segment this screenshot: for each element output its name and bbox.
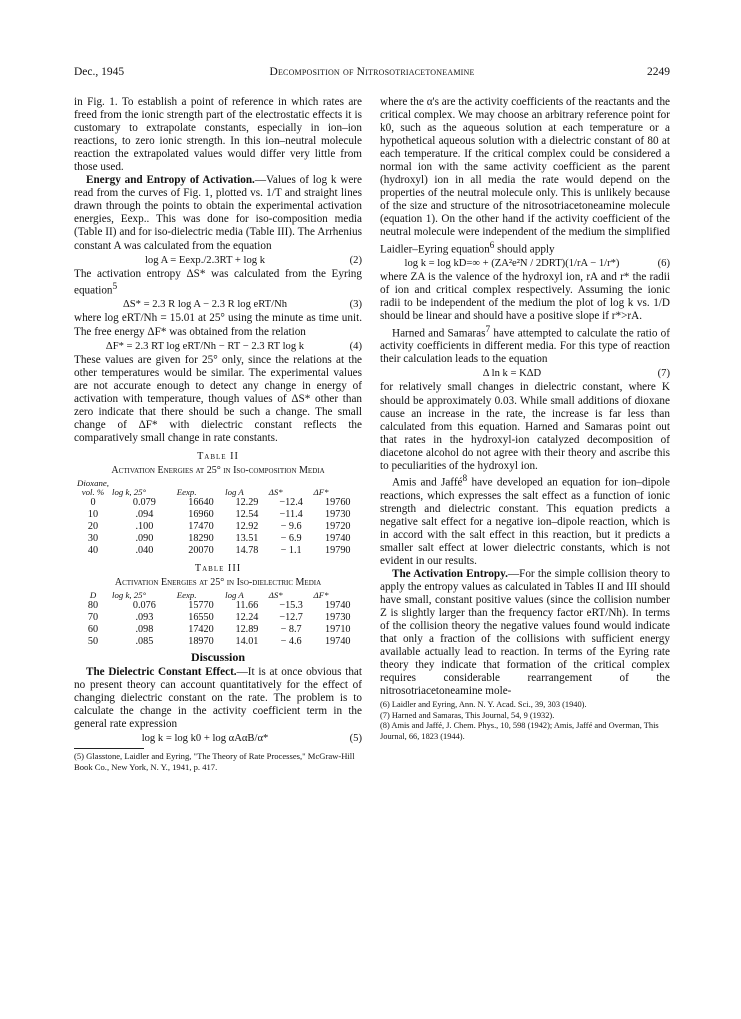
equation-3-number: (3) [349,299,362,311]
table-3-header-cell: log k, 25° [112,590,147,601]
table-row [74,600,362,612]
table-row [74,545,362,557]
table-cell: 70 [87,612,99,624]
table-cell: 19740 [325,533,351,545]
table-cell: 18290 [188,533,214,545]
runin-heading-dielectric: The Dielectric Constant Effect. [86,666,237,679]
table-3-header-cell: ΔS* [268,590,283,601]
equation-7 [380,367,670,380]
left-paragraph-1: in Fig. 1. To establish a point of reference in which rates are freed from the ionic strength part of the electrostatic effects it is customary to extrapolate constants, especially in ion–ion reactions, to zero ionic strength. In this ion–neutral molecule reaction the extrapolated values would differ very little from those used. [74,96,362,174]
table-cell: .090 [135,533,154,545]
table-cell: 19760 [325,497,351,509]
table-cell: 0 [90,497,96,509]
table-cell: 0.076 [132,600,156,612]
equation-5 [74,732,362,745]
equation-2-expression: log A = Eexp./2.3RT + log k [144,254,265,266]
right-paragraph-entropy [380,568,670,698]
right-paragraph-3-rest: have attempted to calculate the ratio of activity coefficients in different media. For this type of reaction their calculation leads to the equation [380,327,670,366]
header-page-number: 2249 [647,66,670,78]
table-row [74,624,362,636]
table-cell: − 6.9 [280,533,302,545]
table-3-header-cell: log A [225,590,244,601]
table-cell: 19730 [325,509,351,521]
table-row [74,612,362,624]
running-header [74,66,670,82]
equation-2 [74,254,362,267]
equation-4 [74,340,362,353]
table-2-header-cell: log A [225,487,244,498]
left-paragraph-5: These values are given for 25° only, since the relations at the other temperatures would be similar. The experimental values are not accurate enough to detect any change in energy of activation with temperature, though values of ΔS* other than zero indicate that there should be such a change. The small change of ΔF* with dielectric constant reflects the comparatively small change in rate constants. [74,353,362,444]
table-cell: 12.54 [235,509,259,521]
table-3-title: Table III [194,563,242,575]
table-cell: −15.3 [279,600,303,612]
table-cell: −12.7 [279,612,303,624]
table-row [74,636,362,648]
table-3-header-cell: D [89,590,97,601]
left-paragraph-3-text: The activation entropy ΔS* was calculated from the Eyring equation [74,267,362,297]
table-2-caption: Activation Energies at 25° in Iso-composition Media [111,465,325,476]
table-cell: .093 [135,612,154,624]
left-paragraph-3 [74,268,362,298]
right-paragraph-3 [380,324,670,367]
right-paragraph-5-text: Amis and Jaffé [392,476,463,489]
table-cell: 15770 [188,600,214,612]
equation-2-number: (2) [349,254,362,266]
table-3-header-cell: Eexp. [176,590,197,601]
table-row [74,497,362,509]
table-cell: 10 [87,509,99,521]
section-heading-discussion: Discussion [190,650,246,665]
table-cell: 11.66 [235,600,259,612]
header-date: Dec., 1945 [74,66,125,78]
reference-6-marker: 6 [489,240,495,251]
table-cell: 13.51 [235,533,259,545]
table-cell: − 1.1 [280,545,302,557]
table-cell: 20 [87,521,99,533]
table-cell: 50 [87,636,99,648]
reference-8-marker: 8 [462,473,468,484]
table-cell: 40 [87,545,99,557]
footnote-8: (8) Amis and Jaffé, J. Chem. Phys., 10, 598 (1942); Amis, Jaffé and Overman, This Journal, 66, 1823 (1944). [380,721,659,741]
equation-7-number: (7) [657,368,670,380]
table-2-header-cell: Eexp. [176,487,197,498]
table-2-title: Table II [197,450,239,462]
right-paragraph-4: for relatively small changes in dielectric constant, where K should be approximately 0.03. While small additions of dioxane cause an increase in the rate, the increase is far less than calculated from this equation. Harned and Samaras point out that rates in the hydroxyl-ion catalyzed decomposition of diacetone alcohol do not agree with their theory and ascribe this to peculiarities of the hydroxyl ion. [380,381,670,472]
header-title: Decomposition of Nitrosotriacetoneamine [269,66,475,78]
table-cell: 80 [87,600,99,612]
equation-5-number: (5) [349,733,362,745]
table-cell: 14.78 [235,545,259,557]
right-column [380,96,670,742]
table-cell: 14.01 [235,636,259,648]
left-paragraph-2-text: —Values of log k were read from the curves of Fig. 1, plotted vs. 1/T and straight lines drawn through the points to obtain the experimental activation energies, Eexp.. This was done for iso-composition media (Table II) and for iso-dielectric media (Table III). The Arrhenius constant A was calculated from the equation [74,174,362,252]
table-cell: .094 [135,509,154,521]
table-cell: − 4.6 [280,636,302,648]
table-cell: 18970 [188,636,214,648]
table-row [74,509,362,521]
table-cell: 12.92 [235,521,259,533]
table-3-header-row [74,591,362,600]
left-column [74,96,362,772]
equation-7-expression: Δ ln k = KΔD [482,368,542,380]
left-paragraph-6-text: —It is at once obvious that no present theory can account quantitatively for the effect of changing dielectric constant on the rate. The problem is to calculate the change in the activity coefficient term in the general rate expression [74,666,362,731]
table-cell: 19740 [325,636,351,648]
table-2-header-cell: Dioxane, vol. % [76,478,109,498]
table-row [74,533,362,545]
footnote-7: (7) Harned and Samaras, This Journal, 54, 9 (1932). [380,710,555,720]
footnote-rule [74,748,144,749]
table-cell: 30 [87,533,99,545]
table-2-header-cell: ΔF* [313,487,329,498]
footnote-6: (6) Laidler and Eyring, Ann. N. Y. Acad. Sci., 39, 303 (1940). [380,700,587,710]
right-paragraph-1-text: where the α's are the activity coefficients of the reactants and the critical complex. We may choose an arbitrary reference point for k0, such as the aqueous solution at each temperature or a hypothetical aqueous solution with a dielectric constant of 80 at each temperature. If the critical complex could be considered a normal ion with the same activity coefficient as the parent (hydroxyl) ion in all media the rate would depend on the properties of the neutral molecule only. This is unlikely because of the size and structure of the nitrosotriacetoneamine molecule (equation 1). On the other hand if the activity coefficient of the neutral molecule were independent of the medium the simplified Laidler–Eyring equation [380,96,670,256]
left-paragraph-4: where log eRT/Nh = 15.01 at 25° using the minute as time unit. The free energy ΔF* was obtained from the relation [74,312,362,338]
table-cell: 16550 [188,612,214,624]
table-cell: − 8.7 [280,624,302,636]
table-2-header-cell: log k, 25° [112,487,147,498]
left-paragraph-energy-entropy [74,174,362,252]
right-paragraph-1-tail: should apply [494,243,555,256]
table-cell: −11.4 [279,509,303,521]
table-2-header-row [74,479,362,497]
right-paragraph-3-text: Harned and Samaras [392,327,486,340]
equation-6-number: (6) [657,258,670,270]
table-cell: 16960 [188,509,214,521]
right-paragraph-5 [380,473,670,568]
table-cell: 17470 [188,521,214,533]
table-cell: 0.079 [132,497,156,509]
table-cell: − 9.6 [280,521,302,533]
equation-4-expression: ΔF* = 2.3 RT log eRT/Nh − RT − 2.3 RT log k [105,340,305,352]
runin-heading-energy-entropy: Energy and Entropy of Activation. [86,174,255,187]
equation-6 [380,257,670,270]
right-paragraph-2: where ZA is the valence of the hydroxyl ion, rA and r* the radii of ion and critical complex respectively. Assuming the ionic radii to be independent of the medium the plot of log k vs. 1/D should be linear and should have a positive slope if r*>rA. [380,271,670,323]
equation-3 [74,298,362,311]
table-2 [74,479,362,557]
table-cell: 19720 [325,521,351,533]
right-paragraph-1 [380,96,670,256]
table-cell: 16640 [188,497,214,509]
footnote-5: (5) Glasstone, Laidler and Eyring, "The Theory of Rate Processes," McGraw-Hill Book Co., New York, N. Y., 1941, p. 417. [74,751,355,772]
table-cell: 60 [87,624,99,636]
table-3-caption: Activation Energies at 25° in Iso-dielectric Media [114,577,322,589]
table-cell: −12.4 [279,497,303,509]
table-cell: .100 [135,521,154,533]
table-cell: 17420 [188,624,214,636]
equation-6-expression: log k = log kD=∞ + (ZA²e²N / 2DRT)(1/rA − 1/r*) [404,258,620,270]
table-3 [74,591,362,648]
table-cell: .085 [135,636,154,648]
table-3-header-cell: ΔF* [313,590,329,601]
table-2-header-cell: ΔS* [268,487,283,498]
equation-3-expression: ΔS* = 2.3 R log A − 2.3 R log eRT/Nh [122,299,288,311]
table-row [74,521,362,533]
table-cell: 20070 [188,545,214,557]
table-cell: .040 [135,545,154,557]
table-cell: 12.24 [235,612,259,624]
left-paragraph-dielectric [74,666,362,731]
table-cell: 19730 [325,612,351,624]
right-footnotes [380,700,670,742]
reference-5-marker: 5 [112,281,118,292]
reference-7-marker: 7 [485,324,491,335]
table-cell: 19710 [325,624,351,636]
table-cell: .098 [135,624,154,636]
right-paragraph-5-rest: have developed an equation for ion–dipole reactions, which expresses the salt effect as a function of ionic strength and dielectric constant. This equation predicts a negative salt effect for a negative ion–dipole reaction, which is in accord with the salt effect in this reaction, but it predicts a smaller salt effect at lower dielectric constants, which is not evident in our results. [380,476,670,567]
table-cell: 19790 [325,545,351,557]
table-cell: 19740 [325,600,351,612]
right-paragraph-6-text: —For the simple collision theory to apply the entropy values as calculated in Tables II and III should have small, constant positive values (since the collision number Z is slightly larger than the frequency factor eRT/Nh). In terms of the collision theory the negative values found would indicate that only a fraction of the collisions with sufficient energy available actually lead to reaction. In terms of the Eyring rate theory they indicate that formation of the critical complex requires considerable rearrangement of the nitrosotriacetoneamine mole- [380,567,670,698]
table-cell: 12.89 [235,624,259,636]
equation-5-expression: log k = log k0 + log αAαB/α* [141,733,269,745]
equation-4-number: (4) [349,340,362,352]
table-cell: 12.29 [235,497,259,509]
runin-heading-activation-entropy: The Activation Entropy. [392,567,508,580]
